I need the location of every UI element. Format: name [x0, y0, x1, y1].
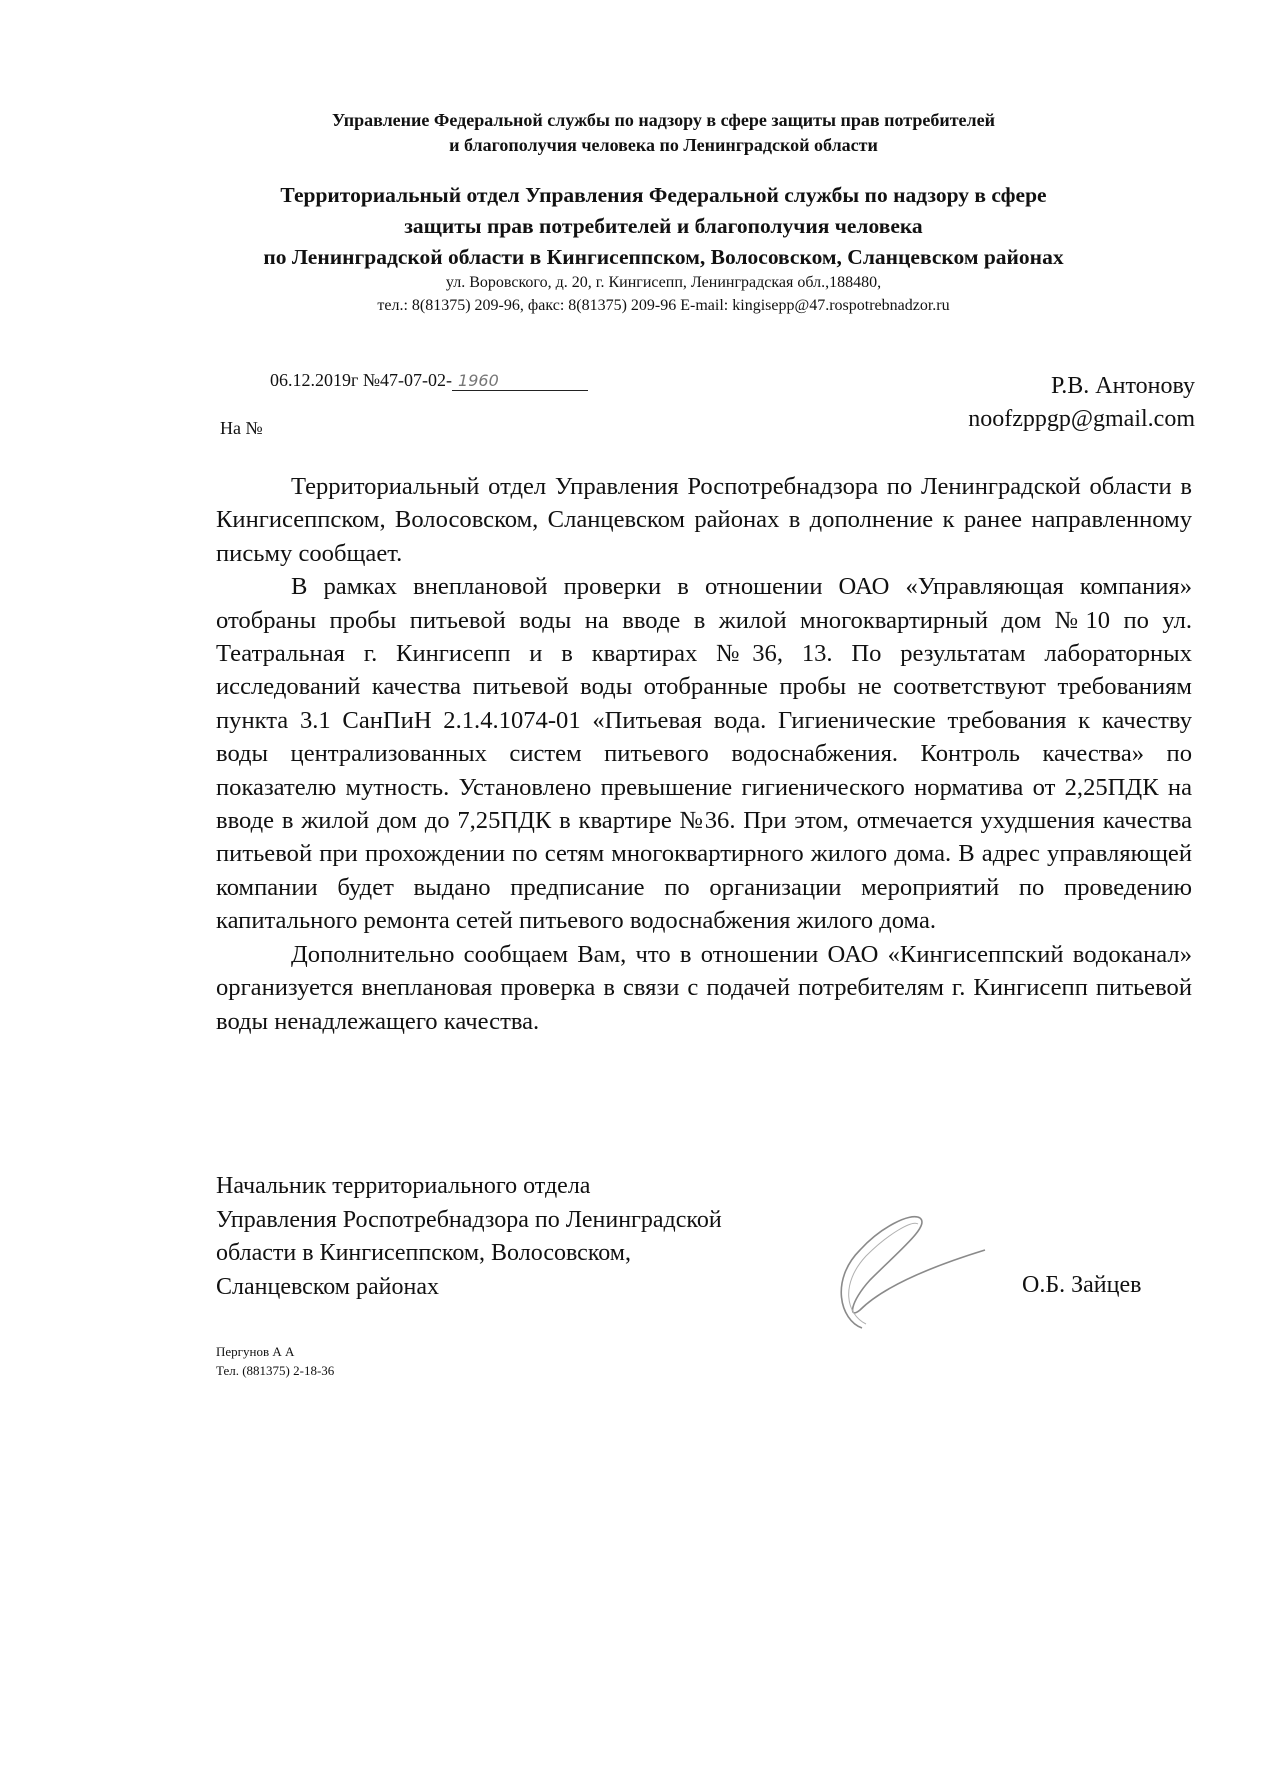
handwritten-number: 1960 — [452, 371, 588, 391]
executor-phone: Тел. (881375) 2-18-36 — [216, 1363, 335, 1378]
body-paragraph: Территориальный отдел Управления Роспотребнадзора по Ленинградской области в Кингисеппском, Волосовском, Сланцевском районах в дополнение к ранее направленному письму сообщает. — [216, 473, 1192, 567]
signatory-title — [216, 1170, 722, 1304]
department-address: ул. Воровского, д. 20, г. Кингисепп, Ленинградская обл.,188480, — [445, 274, 882, 291]
executor-name: Пергунов А А — [216, 1344, 295, 1359]
recipient-email: noofzppgp@gmail.com — [968, 406, 1195, 432]
department-line-2: защиты прав потребителей и благополучия человека — [404, 214, 923, 238]
department-contacts — [0, 271, 1267, 317]
body-paragraph: Дополнительно сообщаем Вам, что в отношении ОАО «Кингисеппский водоканал» организуется внеплановая проверка в связи с подачей потребителям г. Кингисепп питьевой воды ненадлежащего качества. — [216, 940, 1192, 1035]
recipient-block — [968, 370, 1195, 436]
incoming-reference: На № — [220, 418, 263, 438]
signatory-title-line: Начальник территориального отдела — [216, 1173, 591, 1199]
agency-line-1: Управление Федеральной службы по надзору в сфере защиты прав потребителей — [331, 110, 995, 130]
signatory-title-line: Управления Роспотребнадзора по Ленинградской — [216, 1206, 722, 1233]
signatory-title-line: области в Кингисеппском, Волосовском, — [216, 1240, 631, 1266]
department-header — [0, 180, 1267, 273]
agency-header — [0, 108, 1267, 158]
department-phone-fax-email: тел.: 8(81375) 209-96, факс: 8(81375) 209-96 E-mail: kingisepp@47.rospotrebnadzor.ru — [377, 297, 950, 314]
signatory-name: О.Б. Зайцев — [1022, 1272, 1142, 1298]
department-line-3: по Ленинградской области в Кингисеппском, Волосовском, Сланцевском районах — [263, 245, 1064, 269]
agency-line-2: и благополучия человека по Ленинградской области — [449, 135, 878, 155]
recipient-name: Р.В. Антонову — [1050, 373, 1195, 399]
outgoing-date-number: 06.12.2019г №47-07-02- — [270, 370, 453, 390]
signatory-title-line: Сланцевском районах — [216, 1273, 439, 1300]
executor-info — [216, 1342, 334, 1380]
outgoing-reference — [270, 370, 588, 391]
handwritten-signature-icon — [800, 1210, 990, 1345]
body-paragraph: В рамках внеплановой проверки в отношении ОАО «Управляющая компания» отобраны пробы питьевой воды на вводе в жилой многоквартирный дом №10 по ул. Театральная г. Кингисепп и в квартирах №36, 13. По результатам лабораторных исследований качества питьевой воды отобранные пробы не соответствуют требованиям пункта 3.1 СанПиН 2.1.4.1074-01 «Питьевая вода. Гигиенические требования к качеству воды централизованных систем питьевого водоснабжения. Контроль качества» по показателю мутность. Установлено превышение гигиенического норматива от 2,25ПДК на вводе в жилой дом до 7,25ПДК в квартире №36. При этом, отмечается ухудшения качества питьевой при прохождении по сетям многоквартирного жилого дома. В адрес управляющей компании будет выдано предписание по организации мероприятий по проведению капитального ремонта сетей питьевого водоснабжения жилого дома. — [216, 573, 1192, 935]
letter-body — [216, 470, 1192, 1038]
department-line-1: Территориальный отдел Управления Федеральной службы по надзору в сфере — [280, 183, 1047, 207]
